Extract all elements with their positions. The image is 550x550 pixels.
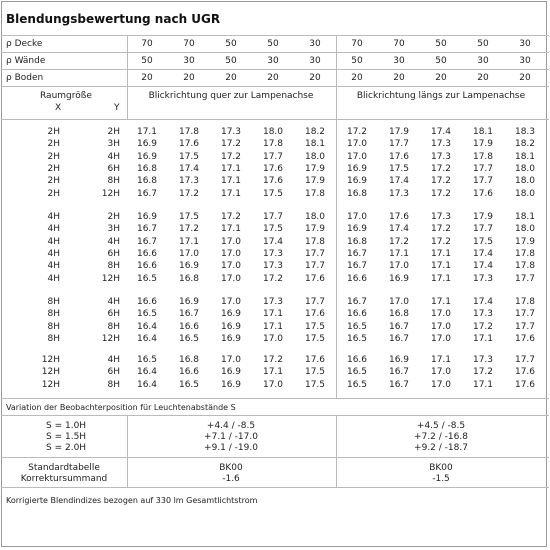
room-y-value: 12H: [101, 273, 120, 284]
ugr-value: 18.2: [304, 127, 326, 137]
ugr-value: 17.0: [388, 261, 410, 272]
ugr-value: 17.6: [262, 163, 284, 174]
reflectance-value: 30: [183, 56, 195, 66]
ugr-value: 17.8: [304, 236, 326, 247]
ugr-value: 17.8: [472, 151, 494, 162]
ugr-value: 17.0: [430, 309, 452, 320]
room-y-value: 3H: [107, 139, 120, 150]
ugr-value: 17.7: [514, 321, 536, 332]
ugr-value: 18.3: [514, 127, 536, 137]
ugr-value: 16.4: [136, 379, 158, 390]
ugr-value: 17.5: [388, 163, 410, 174]
ugr-value: 18.2: [514, 139, 536, 150]
reflectance-value: 50: [435, 56, 447, 66]
ugr-value: 17.9: [514, 236, 536, 247]
ugr-value: 16.5: [136, 355, 158, 365]
ugr-value: 16.6: [136, 297, 158, 307]
ugr-value: 16.8: [388, 309, 410, 320]
ugr-value: 17.2: [220, 151, 242, 162]
ugr-value: 17.1: [220, 188, 242, 199]
ugr-value: 17.7: [304, 248, 326, 259]
ugr-value: 16.7: [388, 321, 410, 332]
ugr-value: 17.0: [262, 333, 284, 344]
reflectance-value: 30: [519, 39, 531, 49]
ugr-value: 17.1: [178, 236, 200, 247]
row-divider-7: [1, 457, 549, 458]
ugr-value: 16.9: [220, 333, 242, 344]
reflectance-value: 20: [309, 73, 321, 83]
ugr-value: 17.9: [472, 212, 494, 222]
ugr-value: 16.6: [346, 355, 368, 365]
ugr-value: 17.7: [262, 151, 284, 162]
ugr-value: 16.5: [346, 379, 368, 390]
reflectance-label: ρ Wände: [6, 56, 46, 66]
room-x-value: 2H: [47, 127, 60, 137]
reflectance-value: 30: [267, 56, 279, 66]
ugr-value: 17.2: [430, 163, 452, 174]
ugr-value: 16.9: [388, 355, 410, 365]
reflectance-value: 30: [309, 39, 321, 49]
correction-along: -1.5: [432, 474, 450, 484]
footnote: Korrigierte Blendindizes bezogen auf 330 lm Gesamtlichtstrom: [6, 496, 258, 505]
ugr-value: 17.3: [430, 139, 452, 150]
ugr-value: 17.5: [304, 379, 326, 390]
ugr-value: 17.0: [220, 248, 242, 259]
column-divider-variation: [127, 415, 128, 487]
ugr-value: 17.0: [220, 236, 242, 247]
reflectance-value: 50: [351, 56, 363, 66]
reflectance-value: 30: [393, 56, 405, 66]
ugr-value: 17.1: [220, 176, 242, 187]
ugr-value: 16.4: [136, 321, 158, 332]
ugr-value: 16.5: [346, 333, 368, 344]
ugr-value: 17.4: [178, 163, 200, 174]
ugr-value: 16.5: [346, 321, 368, 332]
ugr-value: 16.8: [346, 236, 368, 247]
ugr-value: 16.5: [178, 379, 200, 390]
ugr-value: 18.0: [514, 163, 536, 174]
ugr-value: 17.3: [472, 273, 494, 284]
x-header: X: [55, 103, 62, 113]
ugr-value: 17.3: [388, 188, 410, 199]
room-x-value: 4H: [47, 261, 60, 272]
ugr-value: 17.2: [430, 188, 452, 199]
room-y-value: 2H: [107, 212, 120, 222]
ugr-value: 17.0: [220, 261, 242, 272]
ugr-value: 17.3: [220, 127, 242, 137]
ugr-value: 16.9: [136, 151, 158, 162]
standard-table-label: Standardtabelle: [28, 463, 100, 473]
ugr-value: 16.5: [136, 309, 158, 320]
ugr-value: 16.9: [346, 176, 368, 187]
ugr-value: 18.1: [304, 139, 326, 150]
variation-across-value: +7.1 / -17.0: [204, 432, 258, 442]
ugr-value: 17.9: [388, 127, 410, 137]
reflectance-value: 20: [435, 73, 447, 83]
ugr-value: 18.0: [514, 224, 536, 235]
variation-label: Variation der Beobachterposition für Leuchtenabstände S: [6, 403, 236, 412]
ugr-value: 18.0: [304, 212, 326, 222]
ugr-value: 17.6: [514, 333, 536, 344]
ugr-value: 17.1: [430, 273, 452, 284]
room-x-value: 8H: [47, 321, 60, 332]
ugr-value: 17.6: [388, 151, 410, 162]
ugr-value: 17.6: [514, 367, 536, 378]
ugr-value: 17.8: [514, 248, 536, 259]
ugr-value: 17.2: [472, 321, 494, 332]
ugr-value: 17.9: [472, 139, 494, 150]
ugr-value: 17.0: [346, 139, 368, 150]
ugr-value: 17.1: [220, 163, 242, 174]
ugr-value: 17.9: [304, 224, 326, 235]
y-header: Y: [114, 103, 120, 113]
ugr-value: 17.0: [220, 273, 242, 284]
room-x-value: 2H: [47, 188, 60, 199]
row-divider-2: [1, 69, 549, 70]
ugr-value: 16.5: [346, 367, 368, 378]
reflectance-value: 70: [183, 39, 195, 49]
ugr-value: 17.9: [304, 163, 326, 174]
ugr-value: 16.6: [136, 248, 158, 259]
ugr-value: 18.0: [514, 188, 536, 199]
reflectance-value: 50: [435, 39, 447, 49]
reflectance-value: 20: [519, 73, 531, 83]
page-title: Blendungsbewertung nach UGR: [6, 12, 221, 26]
ugr-value: 17.5: [178, 151, 200, 162]
room-y-value: 12H: [101, 188, 120, 199]
ugr-value: 17.5: [178, 212, 200, 222]
ugr-value: 17.7: [514, 355, 536, 365]
reflectance-value: 50: [267, 39, 279, 49]
ugr-value: 17.0: [262, 379, 284, 390]
ugr-value: 17.8: [514, 297, 536, 307]
room-x-value: 12H: [41, 367, 60, 378]
ugr-value: 17.2: [388, 236, 410, 247]
ugr-value: 18.0: [262, 127, 284, 137]
ugr-value: 17.7: [514, 309, 536, 320]
room-y-value: 2H: [107, 127, 120, 137]
ugr-value: 16.7: [136, 224, 158, 235]
ugr-value: 17.0: [388, 297, 410, 307]
ugr-value: 17.1: [430, 248, 452, 259]
ugr-value: 17.4: [472, 261, 494, 272]
room-y-value: 4H: [107, 355, 120, 365]
reflectance-value: 20: [267, 73, 279, 83]
room-y-value: 4H: [107, 151, 120, 162]
ugr-value: 16.7: [388, 379, 410, 390]
ugr-value: 17.0: [346, 212, 368, 222]
correction-label: Korrektursummand: [20, 474, 108, 484]
room-x-value: 8H: [47, 309, 60, 320]
room-size-header: Raumgröße: [40, 91, 92, 101]
ugr-value: 17.5: [304, 367, 326, 378]
variation-across-value: +4.4 / -8.5: [206, 421, 256, 431]
row-divider-5: [1, 398, 549, 399]
ugr-value: 16.6: [178, 367, 200, 378]
ugr-value: 17.1: [262, 321, 284, 332]
spacing-label: S = 1.5H: [46, 432, 87, 442]
variation-across-value: +9.1 / -19.0: [204, 443, 258, 453]
ugr-value: 16.9: [220, 321, 242, 332]
ugr-value: 17.6: [514, 379, 536, 390]
ugr-value: 16.6: [346, 309, 368, 320]
room-y-value: 12H: [101, 333, 120, 344]
ugr-value: 17.7: [388, 139, 410, 150]
ugr-value: 17.8: [262, 139, 284, 150]
ugr-value: 17.1: [136, 127, 158, 137]
ugr-value: 17.2: [220, 139, 242, 150]
ugr-value: 16.8: [136, 163, 158, 174]
reflectance-value: 50: [477, 39, 489, 49]
ugr-value: 17.4: [472, 248, 494, 259]
ugr-value: 17.3: [472, 309, 494, 320]
ugr-value: 17.8: [178, 127, 200, 137]
ugr-value: 16.7: [388, 367, 410, 378]
ugr-value: 16.9: [388, 273, 410, 284]
room-y-value: 8H: [107, 379, 120, 390]
room-x-value: 4H: [47, 273, 60, 284]
ugr-value: 16.9: [346, 163, 368, 174]
row-divider-4: [1, 119, 549, 120]
view-across-header: Blickrichtung quer zur Lampenachse: [148, 91, 314, 101]
ugr-value: 17.5: [304, 321, 326, 332]
ugr-value: 17.3: [262, 297, 284, 307]
ugr-value: 16.9: [220, 367, 242, 378]
ugr-value: 16.9: [136, 212, 158, 222]
room-y-value: 6H: [107, 163, 120, 174]
ugr-value: 16.9: [220, 379, 242, 390]
room-x-value: 4H: [47, 212, 60, 222]
ugr-value: 17.6: [304, 309, 326, 320]
ugr-value: 16.6: [136, 261, 158, 272]
row-divider-0: [1, 35, 549, 36]
reflectance-value: 70: [351, 39, 363, 49]
row-divider-6: [1, 415, 549, 416]
ugr-value: 16.8: [178, 273, 200, 284]
ugr-value: 17.1: [430, 261, 452, 272]
room-x-value: 8H: [47, 297, 60, 307]
ugr-value: 17.6: [304, 355, 326, 365]
ugr-value: 18.0: [514, 176, 536, 187]
ugr-value: 17.2: [262, 273, 284, 284]
ugr-value: 17.3: [430, 151, 452, 162]
view-along-header: Blickrichtung längs zur Lampenachse: [356, 91, 526, 101]
ugr-value: 16.7: [178, 309, 200, 320]
room-x-value: 4H: [47, 248, 60, 259]
ugr-value: 17.7: [304, 261, 326, 272]
room-y-value: 4H: [107, 297, 120, 307]
ugr-value: 17.0: [220, 297, 242, 307]
ugr-value: 17.1: [262, 309, 284, 320]
ugr-value: 16.4: [136, 333, 158, 344]
room-y-value: 6H: [107, 367, 120, 378]
room-y-value: 8H: [107, 261, 120, 272]
ugr-value: 17.8: [304, 188, 326, 199]
ugr-value: 17.2: [346, 127, 368, 137]
room-x-value: 2H: [47, 176, 60, 187]
ugr-value: 17.2: [262, 355, 284, 365]
ugr-value: 18.1: [514, 151, 536, 162]
ugr-value: 17.8: [514, 261, 536, 272]
ugr-value: 17.1: [472, 379, 494, 390]
room-y-value: 6H: [107, 309, 120, 320]
ugr-value: 17.9: [304, 176, 326, 187]
ugr-value: 16.6: [178, 321, 200, 332]
row-divider-1: [1, 52, 549, 53]
ugr-value: 17.4: [262, 236, 284, 247]
ugr-value: 17.1: [472, 333, 494, 344]
ugr-value: 17.5: [262, 224, 284, 235]
ugr-value: 17.4: [430, 127, 452, 137]
reflectance-value: 20: [393, 73, 405, 83]
ugr-value: 16.9: [178, 261, 200, 272]
reflectance-value: 70: [393, 39, 405, 49]
ugr-value: 17.7: [514, 273, 536, 284]
reflectance-value: 20: [477, 73, 489, 83]
room-x-value: 2H: [47, 163, 60, 174]
ugr-value: 17.6: [472, 188, 494, 199]
row-divider-3: [1, 86, 549, 87]
ugr-value: 17.1: [262, 367, 284, 378]
ugr-value: 17.3: [430, 212, 452, 222]
ugr-value: 17.2: [178, 224, 200, 235]
ugr-value: 18.1: [514, 212, 536, 222]
reflectance-value: 20: [351, 73, 363, 83]
room-y-value: 6H: [107, 248, 120, 259]
ugr-value: 16.7: [346, 261, 368, 272]
ugr-value: 17.4: [388, 224, 410, 235]
ugr-value: 17.2: [220, 212, 242, 222]
ugr-value: 17.6: [178, 139, 200, 150]
ugr-value: 17.7: [472, 176, 494, 187]
room-x-value: 12H: [41, 355, 60, 365]
spacing-label: S = 1.0H: [46, 421, 87, 431]
ugr-value: 17.7: [472, 163, 494, 174]
variation-along-value: +9.2 / -18.7: [414, 443, 468, 453]
reflectance-value: 30: [519, 56, 531, 66]
ugr-value: 17.0: [430, 321, 452, 332]
reflectance-value: 20: [141, 73, 153, 83]
ugr-value: 16.9: [220, 309, 242, 320]
standard-table-across: BK00: [219, 463, 243, 473]
ugr-value: 17.3: [262, 248, 284, 259]
ugr-value: 17.7: [472, 224, 494, 235]
room-x-value: 2H: [47, 139, 60, 150]
ugr-value: 17.7: [262, 212, 284, 222]
room-x-value: 4H: [47, 236, 60, 247]
reflectance-value: 70: [141, 39, 153, 49]
ugr-value: 17.6: [262, 176, 284, 187]
ugr-value: 17.1: [388, 248, 410, 259]
reflectance-value: 50: [225, 39, 237, 49]
ugr-value: 16.4: [136, 367, 158, 378]
ugr-value: 17.2: [430, 224, 452, 235]
variation-along-value: +7.2 / -16.8: [414, 432, 468, 442]
ugr-value: 17.3: [262, 261, 284, 272]
room-x-value: 2H: [47, 151, 60, 162]
ugr-value: 16.8: [346, 188, 368, 199]
ugr-value: 17.6: [304, 273, 326, 284]
room-x-value: 8H: [47, 333, 60, 344]
reflectance-label: ρ Boden: [6, 73, 44, 83]
ugr-value: 17.2: [178, 188, 200, 199]
ugr-value: 16.8: [136, 176, 158, 187]
reflectance-value: 30: [477, 56, 489, 66]
ugr-value: 17.3: [178, 176, 200, 187]
ugr-value: 16.7: [346, 297, 368, 307]
ugr-value: 16.8: [178, 355, 200, 365]
reflectance-label: ρ Decke: [6, 39, 43, 49]
room-x-value: 12H: [41, 379, 60, 390]
spacing-label: S = 2.0H: [46, 443, 87, 453]
room-y-value: 4H: [107, 236, 120, 247]
ugr-value: 16.5: [136, 273, 158, 284]
row-divider-8: [1, 487, 549, 488]
ugr-value: 18.0: [304, 151, 326, 162]
reflectance-value: 30: [309, 56, 321, 66]
variation-along-value: +4.5 / -8.5: [416, 421, 466, 431]
ugr-value: 16.7: [346, 248, 368, 259]
ugr-value: 17.0: [430, 367, 452, 378]
ugr-value: 17.5: [304, 333, 326, 344]
ugr-value: 17.2: [472, 367, 494, 378]
ugr-value: 17.2: [430, 176, 452, 187]
ugr-value: 17.4: [388, 176, 410, 187]
reflectance-value: 20: [225, 73, 237, 83]
ugr-value: 17.4: [472, 297, 494, 307]
correction-across: -1.6: [222, 474, 240, 484]
ugr-value: 16.9: [178, 297, 200, 307]
standard-table-along: BK00: [429, 463, 453, 473]
room-x-value: 4H: [47, 224, 60, 235]
ugr-value: 17.3: [472, 355, 494, 365]
ugr-value: 16.7: [136, 236, 158, 247]
ugr-value: 16.7: [136, 188, 158, 199]
reflectance-value: 20: [183, 73, 195, 83]
ugr-value: 16.5: [178, 333, 200, 344]
ugr-value: 16.6: [346, 273, 368, 284]
ugr-value: 17.1: [430, 355, 452, 365]
reflectance-value: 50: [225, 56, 237, 66]
reflectance-value: 50: [141, 56, 153, 66]
room-y-value: 8H: [107, 176, 120, 187]
room-y-value: 8H: [107, 321, 120, 332]
ugr-value: 16.9: [346, 224, 368, 235]
ugr-value: 16.7: [388, 333, 410, 344]
ugr-value: 17.5: [262, 188, 284, 199]
ugr-value: 17.0: [430, 379, 452, 390]
column-divider-variation-middle: [336, 415, 337, 487]
ugr-value: 17.7: [304, 297, 326, 307]
ugr-value: 17.0: [346, 151, 368, 162]
ugr-value: 18.1: [472, 127, 494, 137]
ugr-value: 17.1: [220, 224, 242, 235]
ugr-value: 17.0: [430, 333, 452, 344]
ugr-value: 17.6: [388, 212, 410, 222]
ugr-value: 17.0: [178, 248, 200, 259]
room-y-value: 3H: [107, 224, 120, 235]
ugr-value: 17.0: [220, 355, 242, 365]
ugr-value: 17.5: [472, 236, 494, 247]
ugr-value: 16.9: [136, 139, 158, 150]
ugr-value: 17.2: [430, 236, 452, 247]
ugr-value: 17.1: [430, 297, 452, 307]
